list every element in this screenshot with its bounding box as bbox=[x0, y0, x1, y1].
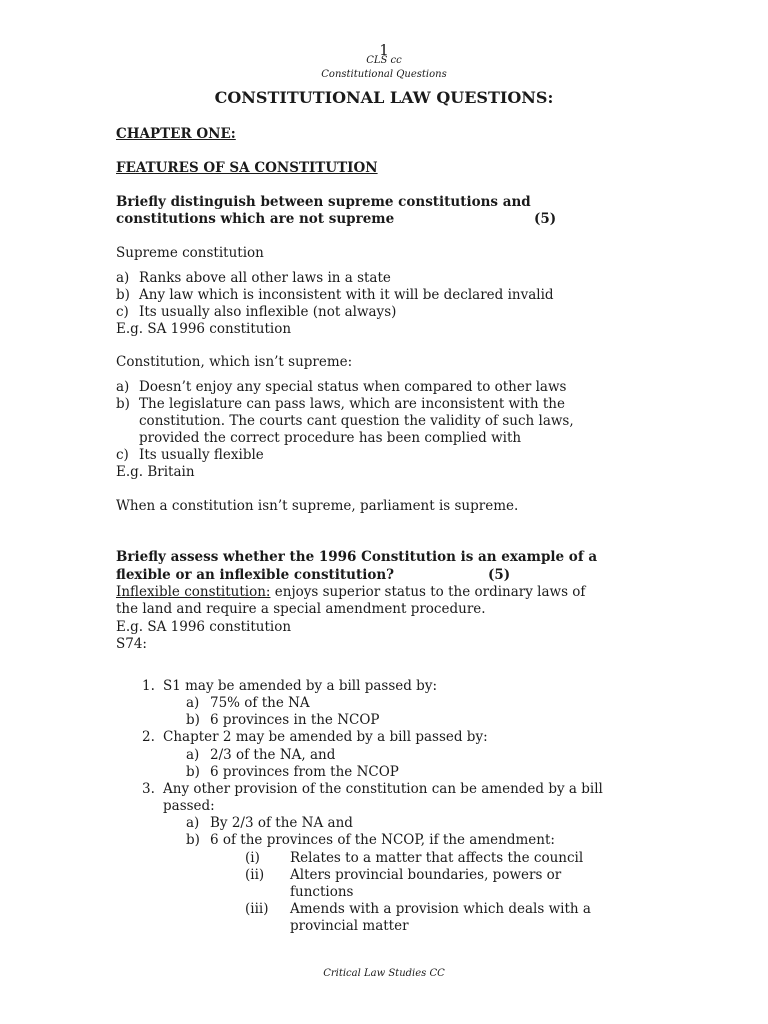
inflexible-definition-text: enjoys superior status to the ordinary laws of bbox=[270, 584, 586, 600]
section-heading: FEATURES OF SA CONSTITUTION bbox=[116, 160, 378, 176]
page-footer: Critical Law Studies CC bbox=[323, 968, 445, 979]
supreme-c-label: c) bbox=[116, 304, 129, 320]
list-item-3a-label: a) bbox=[186, 815, 200, 831]
roman-item-3-line-1: Amends with a provision which deals with a bbox=[290, 901, 591, 917]
list-item-3-line-1: Any other provision of the constitution can be amended by a bill bbox=[163, 781, 603, 797]
not-supreme-c: Its usually flexible bbox=[139, 447, 264, 463]
conclusion: When a constitution isn’t supreme, parliament is supreme. bbox=[116, 498, 519, 514]
list-item-2a-label: a) bbox=[186, 747, 200, 763]
inflexible-term: Inflexible constitution: bbox=[116, 584, 271, 600]
list-item-3a: By 2/3 of the NA and bbox=[210, 815, 353, 831]
list-item-1: S1 may be amended by a bill passed by: bbox=[163, 678, 437, 694]
section-reference: S74: bbox=[116, 636, 147, 652]
list-item-1b-label: b) bbox=[186, 712, 200, 728]
list-item-2b: 6 provinces from the NCOP bbox=[210, 764, 399, 780]
roman-item-3-label: (iii) bbox=[245, 901, 269, 917]
question-2-line-1: Briefly assess whether the 1996 Constitution is an example of a bbox=[116, 549, 598, 565]
list-number-2: 2. bbox=[142, 729, 155, 745]
document-title: CONSTITUTIONAL LAW QUESTIONS: bbox=[214, 88, 554, 107]
not-supreme-a: Doesn’t enjoy any special status when compared to other laws bbox=[139, 379, 567, 395]
not-supreme-a-label: a) bbox=[116, 379, 130, 395]
list-item-2: Chapter 2 may be amended by a bill passed by: bbox=[163, 729, 488, 745]
not-supreme-b-line-2: constitution. The courts cant question the validity of such laws, bbox=[139, 413, 574, 429]
not-supreme-b-line-3: provided the correct procedure has been complied with bbox=[139, 430, 522, 446]
inflexible-definition-line-1 bbox=[116, 584, 585, 601]
roman-item-3-line-2: provincial matter bbox=[290, 918, 409, 934]
header-subtitle: Constitutional Questions bbox=[321, 69, 447, 80]
not-supreme-example: E.g. Britain bbox=[116, 464, 195, 480]
question-1-line-2: constitutions which are not supreme bbox=[116, 211, 395, 227]
roman-item-1-label: (i) bbox=[245, 850, 260, 866]
not-supreme-b-line-1: The legislature can pass laws, which are inconsistent with the bbox=[139, 396, 565, 412]
list-item-3-line-2: passed: bbox=[163, 798, 215, 814]
question-2-line-2: flexible or an inflexible constitution? bbox=[116, 567, 395, 583]
question-1-line-1: Briefly distinguish between supreme constitutions and bbox=[116, 194, 531, 210]
not-supreme-heading: Constitution, which isn’t supreme: bbox=[116, 354, 353, 370]
not-supreme-b-label: b) bbox=[116, 396, 130, 412]
list-item-1a-label: a) bbox=[186, 695, 200, 711]
roman-item-1: Relates to a matter that affects the council bbox=[290, 850, 584, 866]
supreme-c: Its usually also inflexible (not always) bbox=[139, 304, 397, 320]
roman-item-2-line-1: Alters provincial boundaries, powers or bbox=[290, 867, 562, 883]
roman-item-2-line-2: functions bbox=[290, 884, 354, 900]
list-item-1b: 6 provinces in the NCOP bbox=[210, 712, 380, 728]
list-item-2b-label: b) bbox=[186, 764, 200, 780]
question-1-marks: (5) bbox=[534, 211, 557, 227]
page-number: 1 bbox=[379, 41, 389, 59]
inflexible-example: E.g. SA 1996 constitution bbox=[116, 619, 292, 635]
inflexible-definition-line-2: the land and require a special amendment procedure. bbox=[116, 601, 486, 617]
list-item-3b-label: b) bbox=[186, 832, 200, 848]
header-company: CLS cc bbox=[366, 55, 402, 66]
supreme-a: Ranks above all other laws in a state bbox=[139, 270, 391, 286]
chapter-heading: CHAPTER ONE: bbox=[116, 126, 236, 142]
supreme-heading: Supreme constitution bbox=[116, 245, 264, 261]
question-2-marks: (5) bbox=[488, 567, 511, 583]
list-item-1a: 75% of the NA bbox=[210, 695, 310, 711]
supreme-a-label: a) bbox=[116, 270, 130, 286]
supreme-b: Any law which is inconsistent with it will be declared invalid bbox=[139, 287, 554, 303]
supreme-b-label: b) bbox=[116, 287, 130, 303]
list-number-1: 1. bbox=[142, 678, 155, 694]
not-supreme-c-label: c) bbox=[116, 447, 129, 463]
list-number-3: 3. bbox=[142, 781, 155, 797]
roman-item-2-label: (ii) bbox=[245, 867, 265, 883]
supreme-example: E.g. SA 1996 constitution bbox=[116, 321, 292, 337]
list-item-3b: 6 of the provinces of the NCOP, if the amendment: bbox=[210, 832, 555, 848]
list-item-2a: 2/3 of the NA, and bbox=[210, 747, 336, 763]
